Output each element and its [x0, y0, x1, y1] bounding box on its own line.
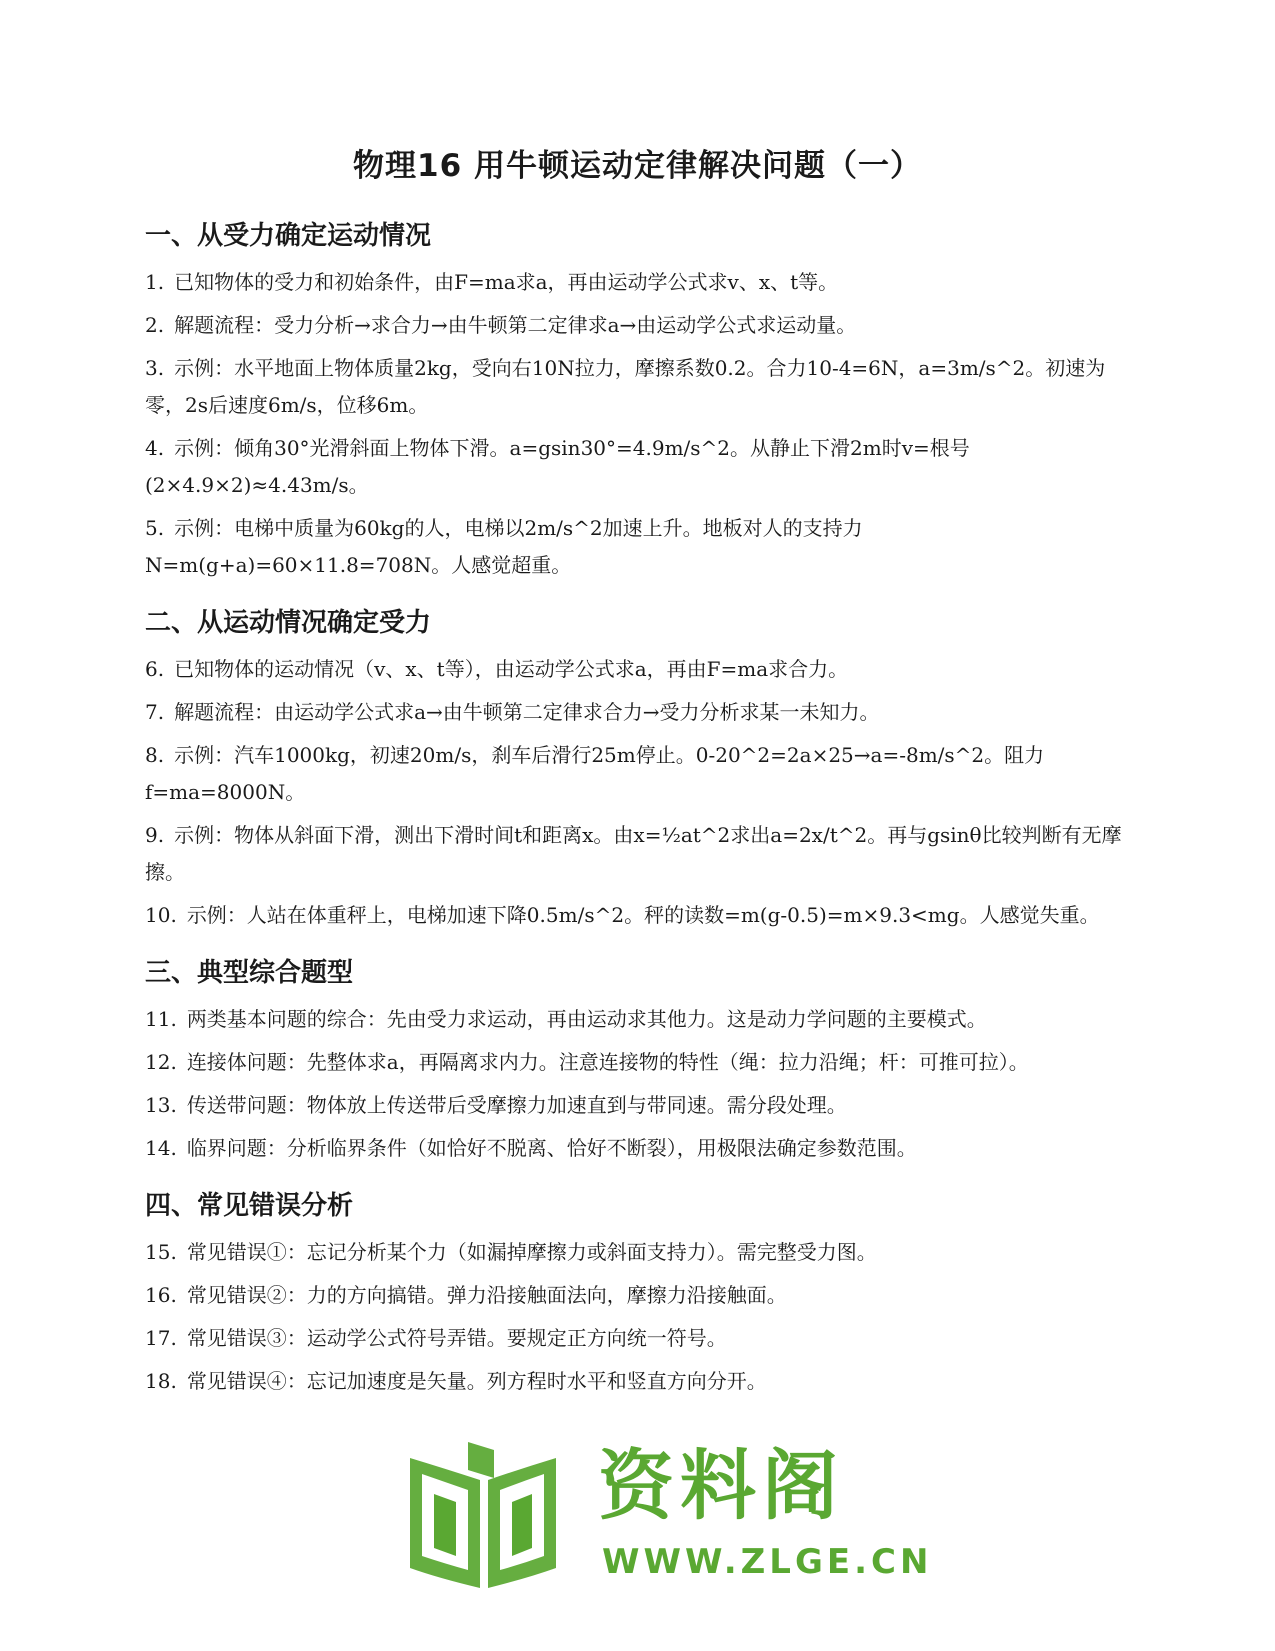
- item-number: 7.: [145, 700, 165, 724]
- item-number: 2.: [145, 313, 165, 337]
- list-item: [145, 651, 1130, 688]
- item-number: 3.: [145, 356, 165, 380]
- item-text: 两类基本问题的综合：先由受力求运动，再由运动求其他力。这是动力学问题的主要模式。: [186, 1007, 987, 1031]
- list-item: [145, 510, 1130, 584]
- item-number: 11.: [145, 1007, 177, 1031]
- list-item: [145, 430, 1130, 504]
- item-text: 示例：水平地面上物体质量2kg，受向右10N拉力，摩擦系数0.2。合力10-4=6N，a=3m/s^2。初速为零，2s后速度6m/s，位移6m。: [145, 356, 1106, 417]
- list-item: [145, 694, 1130, 731]
- list-item: [145, 1087, 1130, 1124]
- document-page: [145, 140, 1130, 1418]
- item-number: 10.: [145, 903, 177, 927]
- item-number: 14.: [145, 1136, 177, 1160]
- list-item: [145, 350, 1130, 424]
- section-2: [145, 602, 1130, 934]
- item-text: 常见错误④：忘记加速度是矢量。列方程时水平和竖直方向分开。: [186, 1369, 767, 1393]
- item-text: 常见错误①：忘记分析某个力（如漏掉摩擦力或斜面支持力）。需完整受力图。: [186, 1240, 877, 1264]
- list-item: [145, 1001, 1130, 1038]
- list-item: [145, 307, 1130, 344]
- item-text: 连接体问题：先整体求a，再隔离求内力。注意连接物的特性（绳：拉力沿绳；杆：可推可拉）。: [186, 1050, 1029, 1074]
- item-number: 15.: [145, 1240, 177, 1264]
- open-book-icon: [398, 1440, 563, 1590]
- section-heading: 三、典型综合题型: [145, 958, 354, 988]
- item-number: 1.: [145, 270, 165, 294]
- section-4: [145, 1185, 1130, 1400]
- section-1: [145, 215, 1130, 584]
- item-text: 常见错误③：运动学公式符号弄错。要规定正方向统一符号。: [186, 1326, 727, 1350]
- item-text: 解题流程：由运动学公式求a→由牛顿第二定律求合力→受力分析求某一未知力。: [174, 700, 880, 724]
- item-text: 示例：物体从斜面下滑，测出下滑时间t和距离x。由x=½at^2求出a=2x/t^2。再与gsinθ比较判断有无摩擦。: [145, 823, 1122, 884]
- list-item: [145, 897, 1130, 934]
- list-item: [145, 1320, 1130, 1357]
- item-number: 18.: [145, 1369, 177, 1393]
- item-text: 示例：倾角30°光滑斜面上物体下滑。a=gsin30°=4.9m/s^2。从静止下滑2m时v=根号(2×4.9×2)≈4.43m/s。: [145, 436, 970, 497]
- list-item: [145, 1044, 1130, 1081]
- item-text: 传送带问题：物体放上传送带后受摩擦力加速直到与带同速。需分段处理。: [186, 1093, 847, 1117]
- item-number: 6.: [145, 657, 165, 681]
- item-number: 9.: [145, 823, 165, 847]
- item-number: 16.: [145, 1283, 177, 1307]
- item-number: 5.: [145, 516, 165, 540]
- list-item: [145, 817, 1130, 891]
- section-heading: 二、从运动情况确定受力: [145, 608, 432, 638]
- item-number: 12.: [145, 1050, 177, 1074]
- item-number: 4.: [145, 436, 165, 460]
- list-item: [145, 1234, 1130, 1271]
- list-item: [145, 264, 1130, 301]
- list-item: [145, 1363, 1130, 1400]
- section-3: [145, 952, 1130, 1167]
- list-item: [145, 1277, 1130, 1314]
- section-heading: 四、常见错误分析: [145, 1191, 354, 1221]
- item-number: 17.: [145, 1326, 177, 1350]
- item-text: 常见错误②：力的方向搞错。弹力沿接触面法向，摩擦力沿接触面。: [186, 1283, 787, 1307]
- item-text: 临界问题：分析临界条件（如恰好不脱离、恰好不断裂），用极限法确定参数范围。: [186, 1136, 917, 1160]
- list-item: [145, 1130, 1130, 1167]
- section-heading: 一、从受力确定运动情况: [145, 221, 432, 251]
- watermark-url: WWW.ZLGE.CN: [602, 1542, 933, 1582]
- item-text: 已知物体的受力和初始条件，由F=ma求a，再由运动学公式求v、x、t等。: [174, 270, 839, 294]
- item-text: 示例：电梯中质量为60kg的人，电梯以2m/s^2加速上升。地板对人的支持力N=m(g+a)=60×11.8=708N。人感觉超重。: [145, 516, 863, 577]
- item-number: 13.: [145, 1093, 177, 1117]
- item-text: 解题流程：受力分析→求合力→由牛顿第二定律求a→由运动学公式求运动量。: [174, 313, 857, 337]
- list-item: [145, 737, 1130, 811]
- item-number: 8.: [145, 743, 165, 767]
- item-text: 示例：人站在体重秤上，电梯加速下降0.5m/s^2。秤的读数=m(g-0.5)=m×9.3<mg。人感觉失重。: [186, 903, 1100, 927]
- item-text: 已知物体的运动情况（v、x、t等），由运动学公式求a，再由F=ma求合力。: [174, 657, 849, 681]
- watermark-name: 资料阁: [598, 1441, 844, 1530]
- watermark-logo: [398, 1440, 933, 1590]
- item-text: 示例：汽车1000kg，初速20m/s，刹车后滑行25m停止。0-20^2=2a×25→a=-8m/s^2。阻力f=ma=8000N。: [145, 743, 1045, 804]
- page-title: 物理16 用牛顿运动定律解决问题（一）: [353, 148, 922, 184]
